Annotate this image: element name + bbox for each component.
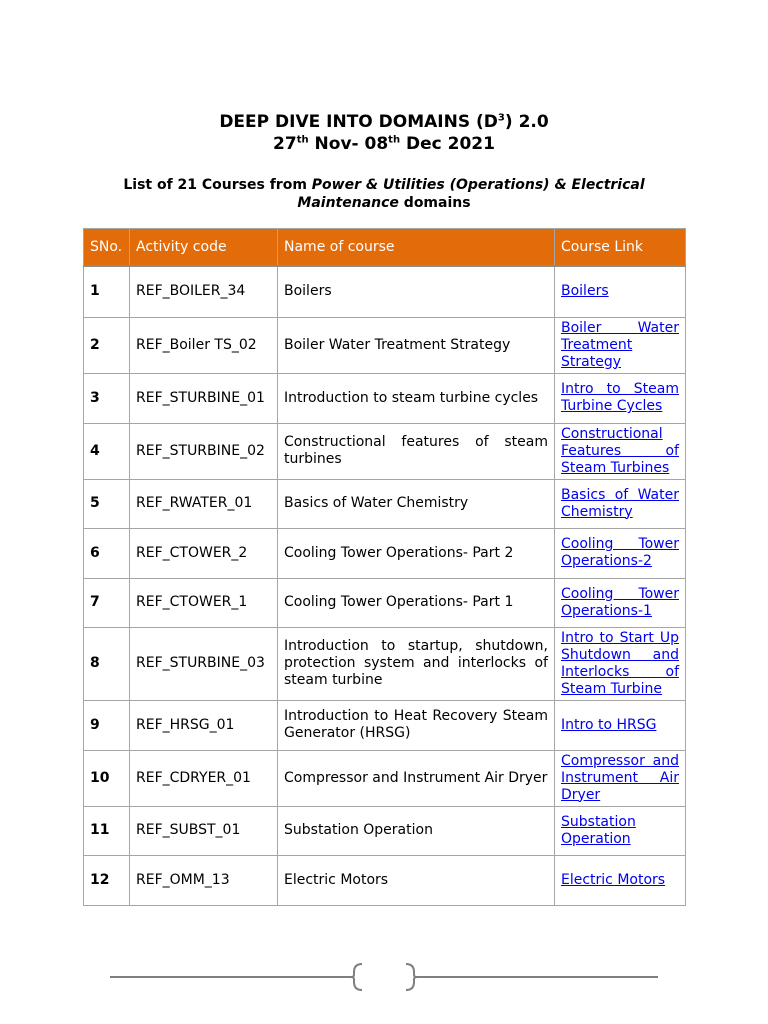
title-text: DEEP DIVE INTO DOMAINS (D bbox=[219, 112, 498, 132]
cell-course-link bbox=[555, 373, 686, 423]
table-row bbox=[84, 528, 686, 578]
title-version: ) 2.0 bbox=[504, 112, 549, 132]
subtitle-domain-1: Power & Utilities (Operations) bbox=[311, 177, 550, 193]
table-row bbox=[84, 423, 686, 479]
cell-sno: 2 bbox=[84, 317, 130, 373]
start-day: 27 bbox=[273, 134, 297, 154]
cell-activity-code: REF_CDRYER_01 bbox=[130, 750, 278, 806]
cell-course-link bbox=[555, 528, 686, 578]
table-row bbox=[84, 578, 686, 627]
table-row bbox=[84, 806, 686, 855]
column-header-course-link: Course Link bbox=[555, 229, 686, 267]
column-header-activity-code: Activity code bbox=[130, 229, 278, 267]
cell-course-link bbox=[555, 266, 686, 317]
cell-course-name: Introduction to Heat Recovery Steam Generator (HRSG) bbox=[278, 700, 555, 750]
cell-activity-code: REF_STURBINE_03 bbox=[130, 627, 278, 700]
cell-course-name: Basics of Water Chemistry bbox=[278, 479, 555, 528]
table-row bbox=[84, 750, 686, 806]
document-dates bbox=[0, 133, 768, 155]
cell-sno: 6 bbox=[84, 528, 130, 578]
cell-activity-code: REF_BOILER_34 bbox=[130, 266, 278, 317]
course-link[interactable]: Electric Motors bbox=[561, 871, 666, 888]
cell-activity-code: REF_STURBINE_02 bbox=[130, 423, 278, 479]
cell-course-name: Boilers bbox=[278, 266, 555, 317]
course-link[interactable]: Basics of Water Chemistry bbox=[561, 486, 679, 520]
table-row bbox=[84, 855, 686, 905]
course-link[interactable]: Intro to HRSG bbox=[561, 716, 657, 733]
courses-table bbox=[83, 228, 686, 906]
cell-sno: 12 bbox=[84, 855, 130, 905]
course-link[interactable]: Cooling Tower Operations-2 bbox=[561, 536, 679, 569]
footer-brace-left bbox=[350, 964, 362, 990]
subtitle-suffix: domains bbox=[398, 195, 471, 211]
document-title bbox=[0, 111, 768, 133]
table-row bbox=[84, 700, 686, 750]
cell-course-name: Introduction to startup, shutdown, protection system and interlocks of steam turbine bbox=[278, 627, 555, 700]
cell-course-name: Cooling Tower Operations- Part 1 bbox=[278, 578, 555, 627]
cell-course-link bbox=[555, 700, 686, 750]
footer-ornament bbox=[110, 962, 658, 992]
cell-activity-code: REF_CTOWER_1 bbox=[130, 578, 278, 627]
cell-sno: 4 bbox=[84, 423, 130, 479]
cell-course-link bbox=[555, 578, 686, 627]
course-link[interactable]: Cooling Tower Operations-1 bbox=[561, 585, 679, 619]
table-row bbox=[84, 373, 686, 423]
cell-sno: 8 bbox=[84, 627, 130, 700]
cell-course-name: Cooling Tower Operations- Part 2 bbox=[278, 528, 555, 578]
cell-activity-code: REF_OMM_13 bbox=[130, 855, 278, 905]
cell-sno: 7 bbox=[84, 578, 130, 627]
cell-course-name: Electric Motors bbox=[278, 855, 555, 905]
column-header-sno: SNo. bbox=[84, 229, 130, 267]
course-link[interactable]: Boiler Water Treatment Strategy bbox=[561, 319, 679, 370]
table-row bbox=[84, 317, 686, 373]
column-header-course-name: Name of course bbox=[278, 229, 555, 267]
date-end: Dec 2021 bbox=[400, 134, 495, 154]
subtitle-prefix: List of 21 Courses from bbox=[123, 177, 312, 193]
date-middle: Nov- 08 bbox=[308, 134, 389, 154]
title-superscript: 3 bbox=[497, 112, 505, 124]
cell-course-name: Compressor and Instrument Air Dryer bbox=[278, 750, 555, 806]
course-link[interactable]: Compressor and Instrument Air Dryer bbox=[561, 752, 679, 803]
cell-course-link bbox=[555, 855, 686, 905]
course-link[interactable]: Intro to Start Up Shutdown and Interlocks of Steam Turbine bbox=[561, 629, 679, 697]
document-subtitle bbox=[120, 176, 648, 212]
table-row bbox=[84, 266, 686, 317]
cell-activity-code: REF_CTOWER_2 bbox=[130, 528, 278, 578]
cell-sno: 11 bbox=[84, 806, 130, 855]
cell-course-link bbox=[555, 627, 686, 700]
table-header-row bbox=[84, 229, 686, 267]
cell-course-name: Introduction to steam turbine cycles bbox=[278, 373, 555, 423]
cell-sno: 9 bbox=[84, 700, 130, 750]
cell-course-name: Substation Operation bbox=[278, 806, 555, 855]
course-link[interactable]: Boilers bbox=[561, 283, 609, 300]
table-row bbox=[84, 627, 686, 700]
cell-sno: 10 bbox=[84, 750, 130, 806]
cell-course-link bbox=[555, 479, 686, 528]
start-day-suffix: th bbox=[296, 134, 309, 146]
cell-course-link bbox=[555, 750, 686, 806]
course-link[interactable]: Intro to Steam Turbine Cycles bbox=[561, 381, 679, 414]
cell-sno: 3 bbox=[84, 373, 130, 423]
cell-course-link bbox=[555, 806, 686, 855]
subtitle-domain-2: Electrical Maintenance bbox=[297, 177, 645, 211]
course-link[interactable]: Constructional Features of Steam Turbines bbox=[561, 425, 679, 476]
footer-brace-right bbox=[406, 964, 418, 990]
subtitle-ampersand: & bbox=[549, 177, 572, 193]
cell-course-link bbox=[555, 423, 686, 479]
cell-sno: 1 bbox=[84, 266, 130, 317]
cell-activity-code: REF_STURBINE_01 bbox=[130, 373, 278, 423]
cell-activity-code: REF_HRSG_01 bbox=[130, 700, 278, 750]
end-day-suffix: th bbox=[388, 134, 401, 146]
cell-course-name: Boiler Water Treatment Strategy bbox=[278, 317, 555, 373]
course-link[interactable]: Substation Operation bbox=[561, 813, 636, 847]
table-row bbox=[84, 479, 686, 528]
cell-course-name: Constructional features of steam turbines bbox=[278, 423, 555, 479]
cell-activity-code: REF_RWATER_01 bbox=[130, 479, 278, 528]
cell-sno: 5 bbox=[84, 479, 130, 528]
cell-activity-code: REF_SUBST_01 bbox=[130, 806, 278, 855]
cell-course-link bbox=[555, 317, 686, 373]
cell-activity-code: REF_Boiler TS_02 bbox=[130, 317, 278, 373]
